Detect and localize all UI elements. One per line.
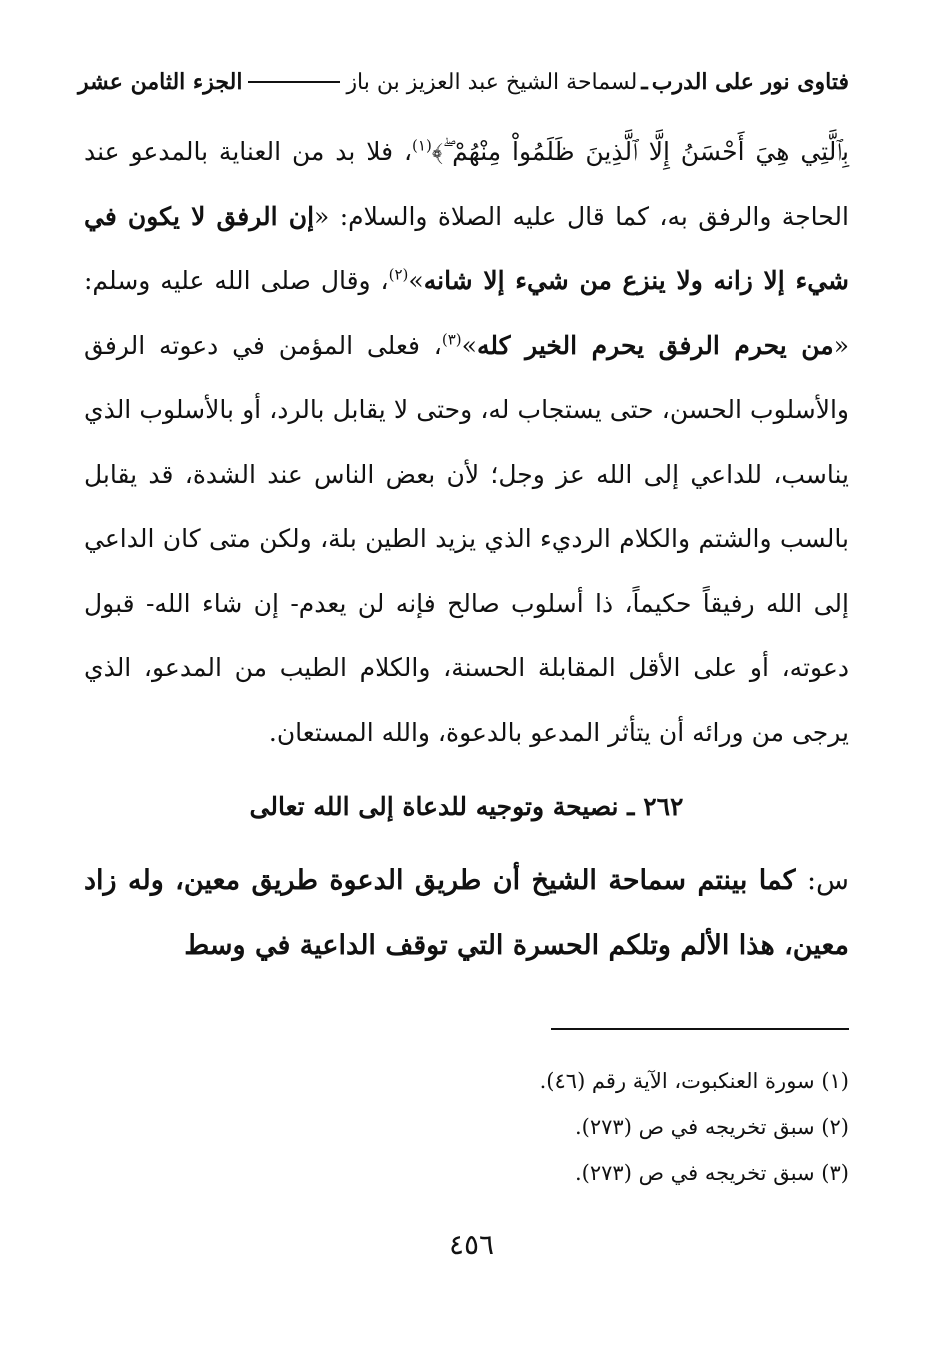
body-text-segment: ، فعلى المؤمن في دعوته الرفق والأسلوب الحسن، حتى يستجاب له، وحتى لا يقابل بالرد، أو بالأسلوب الذي يناسب، للداعي إلى الله عز وجل؛ لأن بعض الناس عند الشدة، قد يقابل بالسب والشتم والكلام الرديء الذي يزيد الطين بلة، ولكن متى كان الداعي إلى الله رفيقاً حكيماً، ذا أسلوب صالح فإنه لن يعدم- إن شاء الله- قبول دعوته، أو على الأقل المقابلة الحسنة، والكلام الطيب من المدعو، الذي يرجى من ورائه أن يتأثر المدعو بالدعوة، والله المستعان.	[84, 330, 849, 747]
hadith-quote: إن الرفق لا يكون في شيء إلا زانه ولا ينزع من شيء إلا شانه	[84, 201, 849, 295]
header-rule	[248, 81, 340, 83]
book-title: فتاوى نور على الدرب	[651, 69, 849, 95]
running-header-right	[242, 69, 849, 95]
body-paragraph	[84, 120, 849, 765]
question-text: كما بينتم سماحة الشيخ أن طريق الدعوة طريق معين، وله زاد معين، هذا الألم وتلكم الحسرة التي توقف الداعية في وسط	[84, 865, 849, 961]
body-text-segment: »	[461, 330, 477, 360]
footnote-marker: (٣)	[441, 330, 462, 349]
footnote-marker: (١)	[412, 136, 432, 155]
footnote-marker: (٢)	[388, 265, 409, 284]
header-dash: ـ	[641, 69, 648, 95]
footnote-2: (٢) سبق تخريجه في ص (٢٧٣).	[575, 1115, 849, 1139]
footnotes	[84, 1058, 849, 1196]
question-prefix: س:	[806, 865, 849, 896]
section-heading: ٢٦٢ ـ نصيحة وتوجيه للدعاة إلى الله تعالى	[249, 792, 684, 821]
footnote-1: (١) سورة العنكبوت، الآية رقم (٤٦).	[539, 1069, 849, 1093]
running-header	[78, 62, 849, 102]
volume-label: الجزء الثامن عشر	[78, 69, 243, 95]
body-text-segment: ، فلا بد من العناية بالمدعو عند الحاجة والرفق به، كما قال عليه الصلاة والسلام: «	[84, 137, 849, 231]
page-number: ٤٥٦	[448, 1228, 495, 1261]
body-text-segment: »	[408, 266, 424, 295]
question-paragraph	[84, 848, 849, 978]
footnote-divider	[551, 1028, 849, 1030]
hadith-quote: من يحرم الرفق يحرم الخير كله	[476, 330, 834, 360]
running-header-left	[78, 69, 242, 95]
body-text-segment: ، وقال صلى الله عليه وسلم: «	[84, 266, 849, 360]
author-name: لسماحة الشيخ عبد العزيز بن باز	[346, 69, 638, 95]
footnote-3: (٣) سبق تخريجه في ص (٢٧٣).	[575, 1161, 849, 1185]
quran-fragment: بِٱلَّتِي هِيَ أَحْسَنُ إِلَّا ٱلَّذِينَ ظَلَمُواْ مِنْهُمْ ۖ﴾	[431, 137, 849, 166]
